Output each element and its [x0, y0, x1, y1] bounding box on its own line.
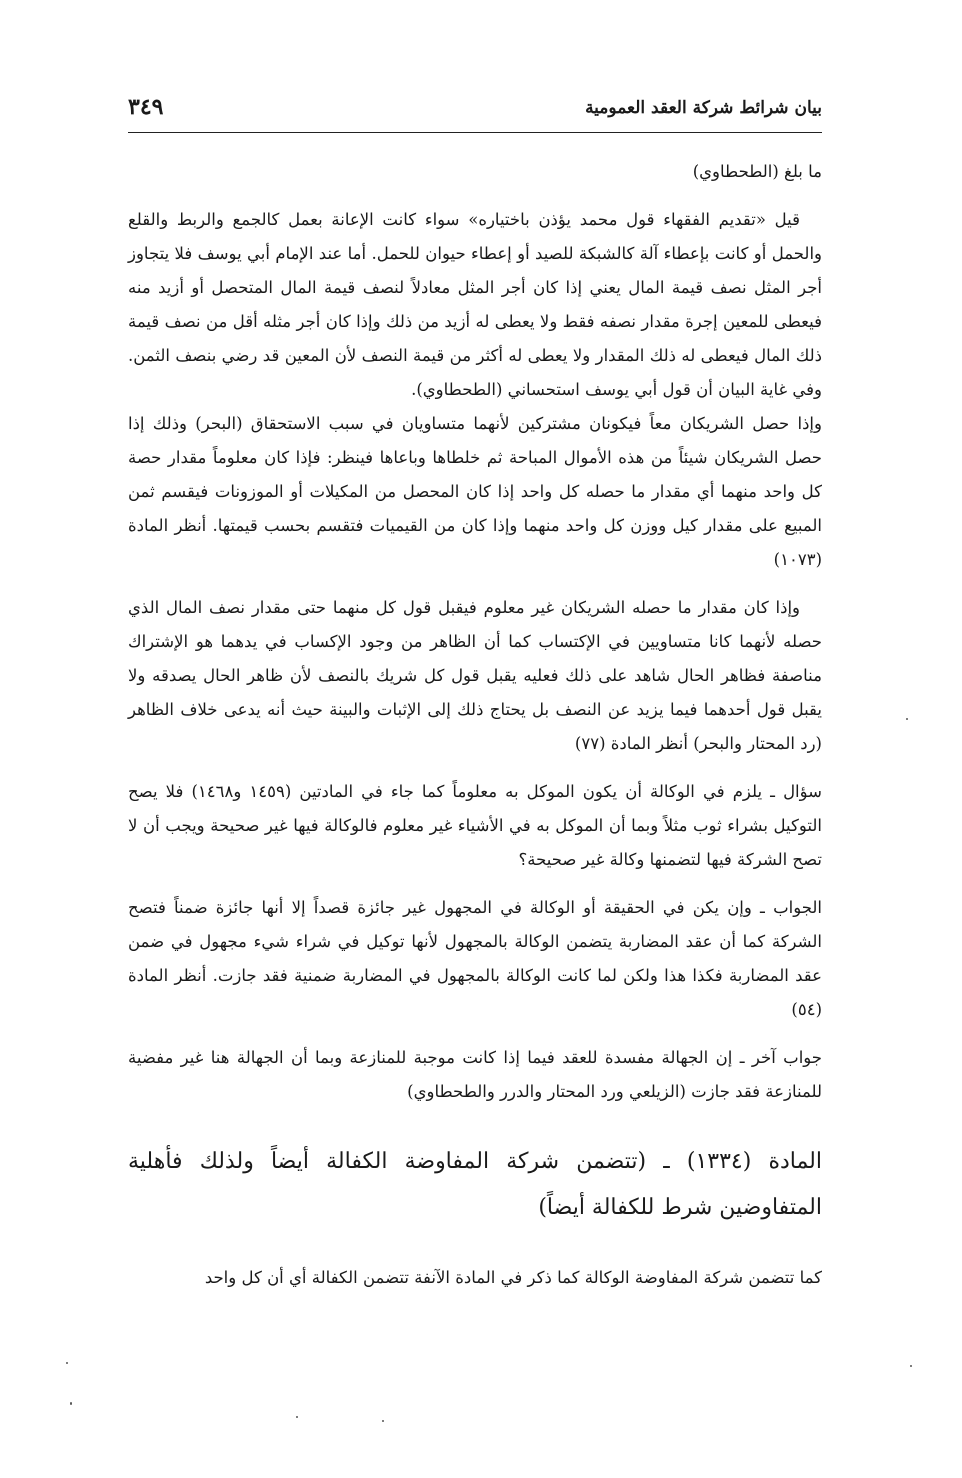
- scan-speck: [66, 1362, 68, 1364]
- running-title: بيان شرائط شركة العقد العمومية: [585, 98, 822, 118]
- paragraph: وإذا حصل الشريكان معاً فيكونان مشتركين لأنهما متساويان في سبب الاستحقاق (البحر) وذلك إذا حصل الشريكان شيئاً من هذه الأموال المباحة ثم خلطاها وباعاها فينظر: فإذا كان معلوماً مقدار حصة كل واحد منهما أي مقدار ما حصله كل واحد إذا كان المحصل من المكيلات أو الموزونات فيقسم ثمن المبيع على مقدار كيل ووزن كل واحد منهما وإذا كان من القيميات فتقسم بحسب قيمتها. أنظر المادة (١٠٧٣): [128, 414, 822, 569]
- scan-speck: [382, 1420, 384, 1422]
- page-header: [128, 92, 822, 133]
- answer-paragraph: الجواب ـ وإن يكن في الحقيقة أو الوكالة في المجهول غير جائزة قصداً إلا أنها جائزة ضمناً فتصح الشركة كما أن عقد المضاربة يتضمن الوكالة بالمجهول لأنها توكيل في شراء شيء مجهول في ضمن عقد المضاربة فكذا هذا ولكن لما كانت الوكالة بالمجهول في المضاربة ضمنية فقد جازت. أنظر المادة (٥٤): [128, 898, 822, 1019]
- scan-speck: [296, 1416, 298, 1418]
- page-body: [128, 155, 822, 1295]
- paragraph: ما بلغ (الطحطاوي): [692, 162, 822, 181]
- paragraph: قيل «تقديم الفقهاء قول محمد يؤذن باختياره» سواء كانت الإعانة بعمل كالجمع والربط والقلع والحمل أو كانت بإعطاء آلة كالشبكة للصيد أو إعطاء حيوان للحمل. أما عند الإمام أبي يوسف فلا يتجاوز أجر المثل نصف قيمة المال يعني إذا كان أجر المثل معادلاً لنصف قيمة المال المتحصل أو أزيد منه فيعطى للمعين إجرة مقدار نصفه فقط ولا يعطى له أزيد من ذلك وإذا كان أجر مثله أقل من نصف قيمة ذلك المال فيعطى له ذلك المقدار ولا يعطى له أكثر من قيمة النصف لأن المعين قد رضي بنصف الثمن. وفي غاية البيان أن قول أبي يوسف استحساني (الطحطاوي).: [128, 210, 822, 399]
- scan-speck: [70, 1402, 72, 1405]
- closing-paragraph: كما تتضمن شركة المفاوضة الوكالة كما ذكر في المادة الآنفة تتضمن الكفالة أي أن كل واحد: [204, 1268, 822, 1287]
- article-heading: المادة (١٣٣٤) ـ (تتضمن شركة المفاوضة الكفالة أيضاً ولذلك فأهلية المتفاوضين شرط للكفالة أيضاً): [128, 1149, 823, 1220]
- question-paragraph: سؤال ـ يلزم في الوكالة أن يكون الموكل به معلوماً كما جاء في المادتين (١٤٥٩ و١٤٦٨) فلا يصح التوكيل بشراء ثوب مثلاً وبما أن الموكل به في الأشياء غير معلوم فالوكالة فيها غير صحيحة ويجب أن لا تصح الشركة فيها لتضمنها وكالة غير صحيحة؟: [128, 782, 822, 869]
- page-number: ٣٤٩: [128, 94, 164, 120]
- scan-speck: [906, 718, 908, 720]
- second-answer-paragraph: جواب آخر ـ إن الجهالة مفسدة للعقد فيما إذا كانت موجبة للمنازعة وبما أن الجهالة هنا غير مفضية للمنازعة فقد جازت (الزيلعي ورد المحتار والدرر والطحطاوي): [128, 1048, 822, 1101]
- paragraph: وإذا كان مقدار ما حصله الشريكان غير معلوم فيقبل قول كل منهما حتى مقدار نصف المال الذي حصله لأنهما كانا متساويين في الإكتساب كما أن الظاهر من وجود الإكساب في يدهما هو الإشتراك مناصفة فظاهر الحال شاهد على ذلك فعليه يقبل قول كل شريك بالنصف لأن ظاهر الحال يصدقه ولا يقبل قول أحدهما فيما يزيد عن النصف بل يحتاج ذلك إلى الإثبات والبينة حيث أنه يدعى خلاف الظاهر (رد المحتار والبحر) أنظر المادة (٧٧): [128, 598, 822, 753]
- scan-speck: [910, 1365, 912, 1367]
